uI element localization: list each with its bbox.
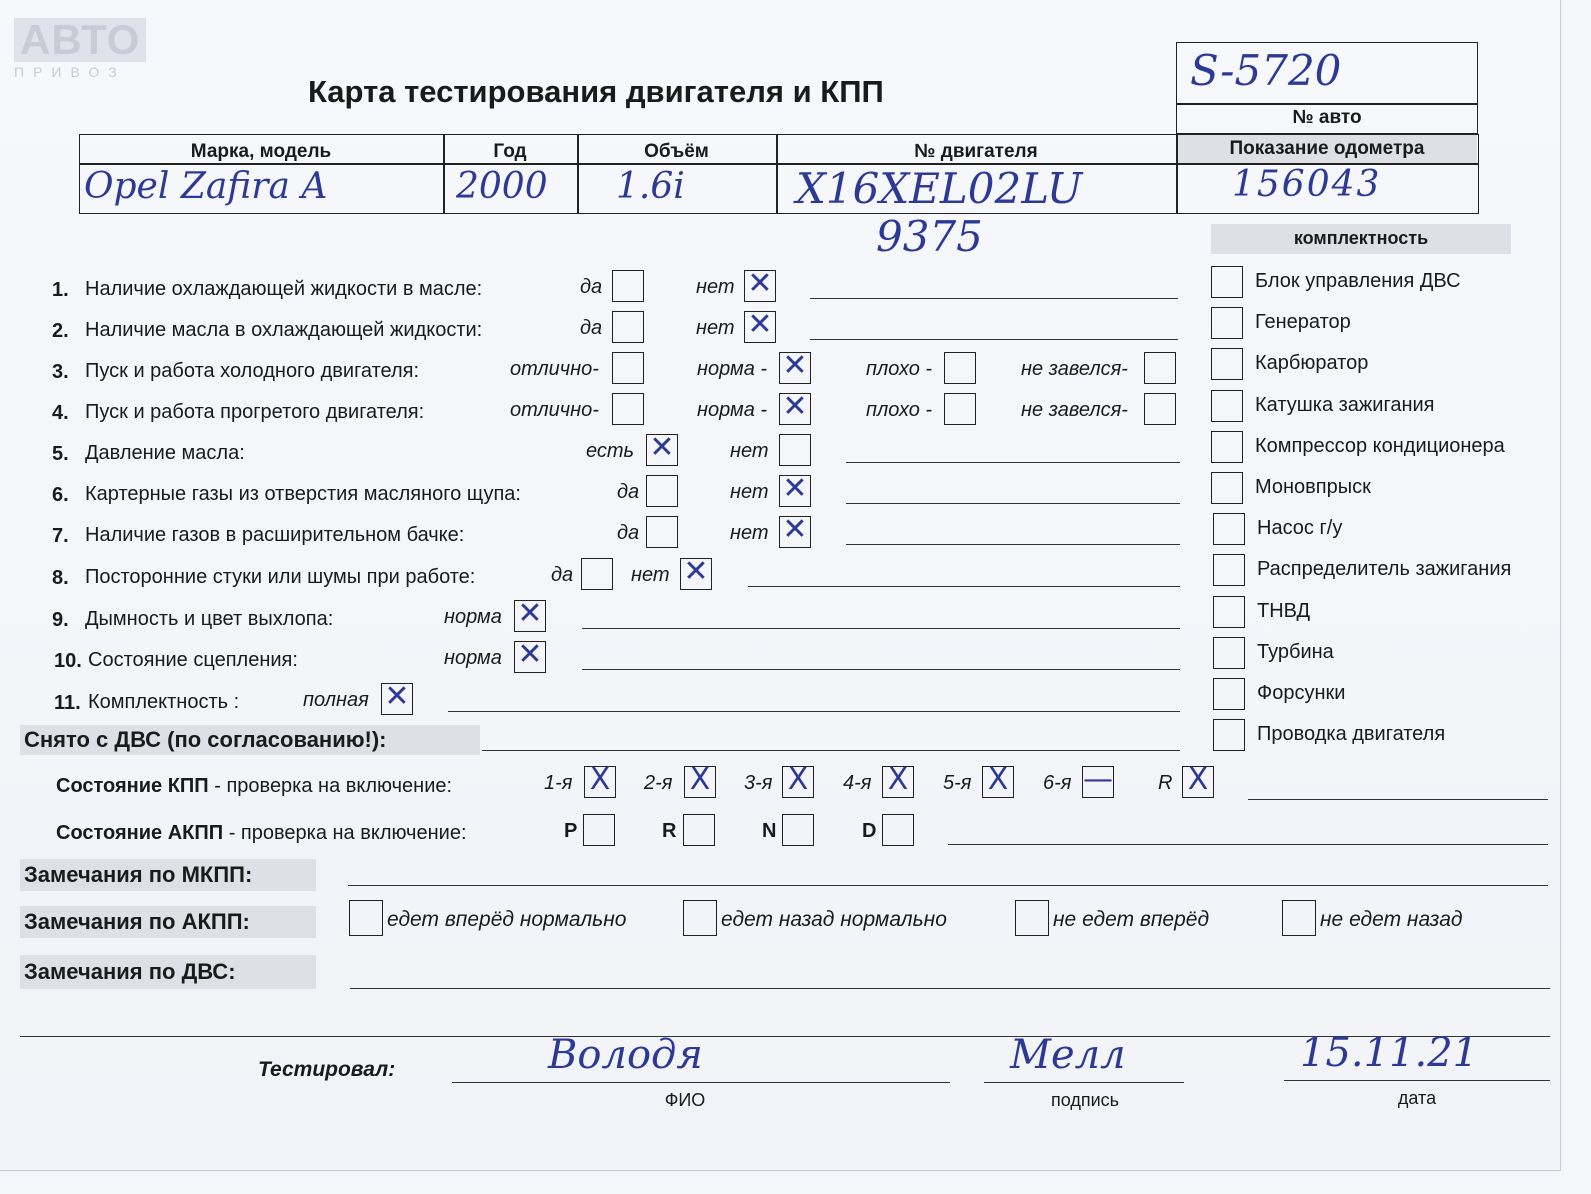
kit-checkbox[interactable] (1213, 596, 1245, 628)
check-option-checkbox[interactable] (744, 266, 776, 302)
kpp-gear-checkbox[interactable] (684, 762, 716, 798)
check-option-label: нет (730, 522, 769, 544)
akpp-remark-label: не едет вперёд (1053, 908, 1210, 931)
kit-checkbox[interactable] (1211, 431, 1243, 463)
make-model-value: Opel Zafira A (84, 166, 328, 207)
document-title: Карта тестирования двигателя и КПП (308, 74, 884, 109)
check-option-label: плохо - (866, 358, 933, 380)
check-number: 1. (52, 279, 69, 301)
check-option-label: отлично- (510, 358, 599, 380)
check-number: 10. (54, 650, 82, 672)
check-option-label: да (617, 481, 640, 503)
kpp-gear-checkbox[interactable] (882, 762, 914, 798)
check-option-label: да (551, 564, 574, 586)
akpp-gear-label: N (762, 820, 777, 842)
check-option-checkbox-mark: ✕ (782, 471, 808, 506)
check-number: 4. (52, 402, 69, 424)
check-option-checkbox-mark: ✕ (782, 389, 808, 424)
check-option-label: норма (444, 606, 502, 628)
akpp-gear-label: R (662, 820, 677, 842)
check-option-label: нет (696, 276, 735, 298)
avto-privoz-logo (14, 18, 146, 80)
header-odometer: Показание одометра (1229, 138, 1425, 159)
check-option-checkbox-mark: ✕ (517, 596, 543, 631)
check-label: Состояние сцепления: (88, 649, 298, 671)
check-notes-line (810, 339, 1178, 340)
check-option-checkbox[interactable] (744, 307, 776, 343)
kit-item-label: ТНВД (1257, 599, 1311, 622)
check-option-checkbox[interactable] (612, 311, 644, 343)
kpp-gear-checkbox[interactable] (584, 762, 616, 798)
tested-date-line (1284, 1080, 1550, 1081)
check-option-checkbox[interactable] (680, 554, 712, 590)
akpp-gear-label: D (862, 820, 877, 842)
check-number: 11. (54, 692, 81, 714)
kit-item-label: Насос г/у (1257, 517, 1343, 540)
check-number: 9. (52, 609, 69, 631)
check-label: Наличие газов в расширительном бачке: (85, 524, 465, 546)
check-option-checkbox-mark: ✕ (683, 554, 709, 589)
header-year: Год (493, 141, 527, 162)
kpp-gear-checkbox[interactable] (1182, 762, 1214, 798)
header-make-model: Марка, модель (190, 141, 332, 162)
header-engine-number: № двигателя (914, 141, 1038, 162)
kpp-gear-checkbox[interactable] (982, 762, 1014, 798)
check-number: 7. (52, 525, 69, 547)
check-label: Пуск и работа холодного двигателя: (85, 360, 420, 382)
remarks-akpp-label: Замечания по АКПП: (20, 906, 316, 938)
kit-checkbox[interactable] (1211, 307, 1243, 339)
check-option-checkbox[interactable] (779, 389, 811, 425)
check-option-label: нет (730, 481, 769, 503)
check-option-checkbox[interactable] (779, 434, 811, 466)
kit-item-label: Моновпрыск (1255, 476, 1371, 498)
check-option-label: не завелся- (1021, 358, 1128, 380)
kpp-gear-label: 5-я (943, 772, 972, 794)
check-number: 6. (52, 484, 69, 506)
check-label: Картерные газы из отверстия масляного щупа: (85, 483, 521, 505)
remarks-dvs-line (350, 988, 1550, 989)
kit-checkbox[interactable] (1211, 266, 1243, 298)
removed-line (482, 750, 1180, 751)
check-option-label: есть (586, 440, 635, 462)
check-option-checkbox[interactable] (581, 558, 613, 590)
kpp-gear-label: 6-я (1043, 772, 1072, 794)
check-option-label: не завелся- (1021, 399, 1128, 421)
check-label: Дымность и цвет выхлопа: (85, 608, 334, 630)
engine-number-suffix: 9375 (876, 212, 983, 261)
engine-number-value: X16XEL02LU (796, 164, 1083, 213)
akpp-gear-checkbox[interactable] (683, 814, 715, 846)
check-option-label: отлично- (510, 399, 599, 421)
remarks-dvs-label: Замечания по ДВС: (20, 955, 316, 989)
volume-value: 1.6i (616, 166, 685, 207)
kit-checkbox[interactable] (1211, 348, 1243, 380)
check-option-checkbox[interactable] (1144, 352, 1176, 384)
check-option-label: нет (631, 564, 670, 586)
kit-checkbox[interactable] (1213, 678, 1245, 710)
kit-checkbox[interactable] (1213, 637, 1245, 669)
tested-date: 15.11.21 (1300, 1030, 1479, 1076)
tested-name-line (452, 1082, 950, 1083)
remarks-mkpp-line (348, 885, 1548, 886)
kit-checkbox[interactable] (1211, 472, 1243, 504)
check-option-checkbox-mark: ✕ (782, 348, 808, 383)
check-option-checkbox[interactable] (612, 352, 644, 384)
logo-main-text: АВТО (14, 18, 146, 62)
tested-signature-caption: подпись (1050, 1090, 1120, 1110)
check-option-label: да (580, 276, 603, 298)
check-option-label: норма - (697, 358, 768, 380)
akpp-remark-checkbox[interactable] (1015, 900, 1049, 936)
check-notes-line (448, 711, 1180, 712)
kpp-gear-checkbox-mark: X (887, 762, 909, 797)
check-option-checkbox[interactable] (779, 512, 811, 548)
kit-item-label: Распределитель зажигания (1257, 558, 1512, 581)
check-number: 8. (52, 567, 69, 589)
check-option-checkbox[interactable] (612, 270, 644, 302)
kit-item-label: Блок управления ДВС (1255, 270, 1461, 292)
kit-item-label: Турбина (1257, 640, 1334, 663)
check-option-checkbox[interactable] (381, 679, 413, 715)
kit-item-label: Карбюратор (1255, 352, 1369, 375)
tested-date-caption: дата (1397, 1088, 1437, 1108)
check-option-label: да (617, 522, 640, 544)
check-option-checkbox[interactable] (944, 352, 976, 384)
check-label: Давление масла: (85, 442, 245, 464)
akpp-gear-checkbox[interactable] (882, 814, 914, 846)
check-option-label: норма - (697, 399, 768, 421)
check-option-checkbox-mark: ✕ (747, 307, 773, 342)
check-number: 2. (52, 320, 69, 342)
check-notes-line (810, 298, 1178, 299)
kit-checkbox[interactable] (1213, 719, 1245, 751)
odometer-value: 156043 (1232, 164, 1382, 205)
akpp-remark-label: не едет назад (1320, 908, 1463, 931)
check-option-checkbox[interactable] (514, 637, 546, 673)
check-option-label: полная (303, 689, 369, 711)
kpp-gear-checkbox[interactable] (1082, 762, 1114, 798)
tested-label: Тестировал: (258, 1058, 396, 1081)
kit-item-label: Форсунки (1257, 682, 1346, 704)
check-notes-line (846, 544, 1180, 545)
check-option-checkbox[interactable] (646, 516, 678, 548)
check-notes-line (846, 462, 1180, 463)
akpp-gear-label: P (564, 820, 578, 842)
kit-title: комплектность (1293, 228, 1429, 248)
check-option-checkbox[interactable] (612, 393, 644, 425)
kit-checkbox[interactable] (1213, 513, 1245, 545)
remarks-mkpp-label: Замечания по МКПП: (20, 859, 316, 891)
kpp-gear-checkbox[interactable] (782, 762, 814, 798)
check-option-checkbox[interactable] (1144, 393, 1176, 425)
kpp-gear-checkbox-mark: X (787, 762, 809, 797)
tested-name: Володя (548, 1032, 703, 1078)
kit-checkbox[interactable] (1211, 390, 1243, 422)
kpp-gear-checkbox-mark: X (1187, 762, 1209, 797)
check-option-checkbox[interactable] (646, 475, 678, 507)
kpp-gear-label: 2-я (644, 772, 673, 794)
car-number-label: № авто (1292, 107, 1362, 128)
check-notes-line (748, 586, 1180, 587)
kpp-gear-checkbox-mark: X (589, 762, 611, 797)
akpp-label: Состояние АКПП - проверка на включение: (56, 822, 467, 844)
check-option-label: нет (730, 440, 769, 462)
check-option-checkbox-mark: ✕ (384, 679, 410, 714)
check-notes-line (846, 503, 1180, 504)
kpp-gear-label: 4-я (843, 772, 872, 794)
kit-checkbox[interactable] (1213, 554, 1245, 586)
check-label: Наличие охлаждающей жидкости в масле: (85, 278, 483, 300)
kit-item-label: Компрессор кондиционера (1255, 434, 1505, 457)
akpp-remark-label: едет назад нормально (721, 908, 947, 931)
kit-item-label: Проводка двигателя (1257, 723, 1446, 746)
check-option-label: плохо - (866, 399, 933, 421)
check-number: 5. (52, 443, 69, 465)
check-option-checkbox-mark: ✕ (747, 266, 773, 301)
check-label: Наличие масла в охлаждающей жидкости: (85, 319, 483, 341)
check-label: Пуск и работа прогретого двигателя: (85, 401, 425, 423)
akpp-remark-checkbox[interactable] (683, 900, 717, 936)
akpp-remark-checkbox[interactable] (1282, 900, 1316, 936)
check-option-label: норма (444, 647, 502, 669)
akpp-gear-checkbox[interactable] (782, 814, 814, 846)
kpp-label: Состояние КПП - проверка на включение: (56, 775, 453, 797)
kpp-gear-checkbox-mark: X (987, 762, 1009, 797)
removed-label: Снято с ДВС (по согласованию!): (20, 725, 480, 755)
check-label: Посторонние стуки или шумы при работе: (85, 566, 476, 588)
check-notes-line (582, 669, 1180, 670)
kpp-line (1248, 799, 1548, 800)
check-option-checkbox[interactable] (779, 348, 811, 384)
kpp-gear-label: R (1158, 772, 1173, 794)
logo-sub-text: ПРИВОЗ (14, 64, 126, 80)
akpp-gear-checkbox[interactable] (583, 814, 615, 846)
kpp-gear-label: 3-я (744, 772, 773, 794)
check-option-checkbox[interactable] (944, 393, 976, 425)
kpp-gear-checkbox-mark: X (689, 762, 711, 797)
check-option-checkbox[interactable] (779, 471, 811, 507)
tested-name-caption: ФИО (664, 1090, 706, 1110)
check-option-checkbox[interactable] (646, 430, 678, 466)
check-option-label: нет (696, 317, 735, 339)
kpp-gear-label: 1-я (544, 772, 573, 794)
check-option-checkbox-mark: ✕ (517, 637, 543, 672)
check-label: Комплектность : (88, 691, 240, 713)
tested-signature: Мелл (1010, 1032, 1126, 1078)
kit-item-label: Генератор (1255, 311, 1351, 334)
check-option-checkbox[interactable] (514, 596, 546, 632)
check-option-label: да (580, 317, 603, 339)
car-number-value: S-5720 (1190, 46, 1342, 95)
akpp-line (948, 844, 1548, 845)
kpp-gear-checkbox-mark: — (1083, 762, 1113, 797)
header-volume: Объём (644, 141, 709, 162)
akpp-remark-checkbox[interactable] (349, 900, 383, 936)
tested-signature-line (984, 1082, 1184, 1083)
check-option-checkbox-mark: ✕ (649, 430, 675, 465)
check-number: 3. (52, 361, 69, 383)
akpp-remark-label: едет вперёд нормально (387, 908, 627, 931)
kit-item-label: Катушка зажигания (1255, 393, 1435, 416)
check-notes-line (582, 628, 1180, 629)
check-option-checkbox-mark: ✕ (782, 512, 808, 547)
year-value: 2000 (456, 166, 548, 207)
